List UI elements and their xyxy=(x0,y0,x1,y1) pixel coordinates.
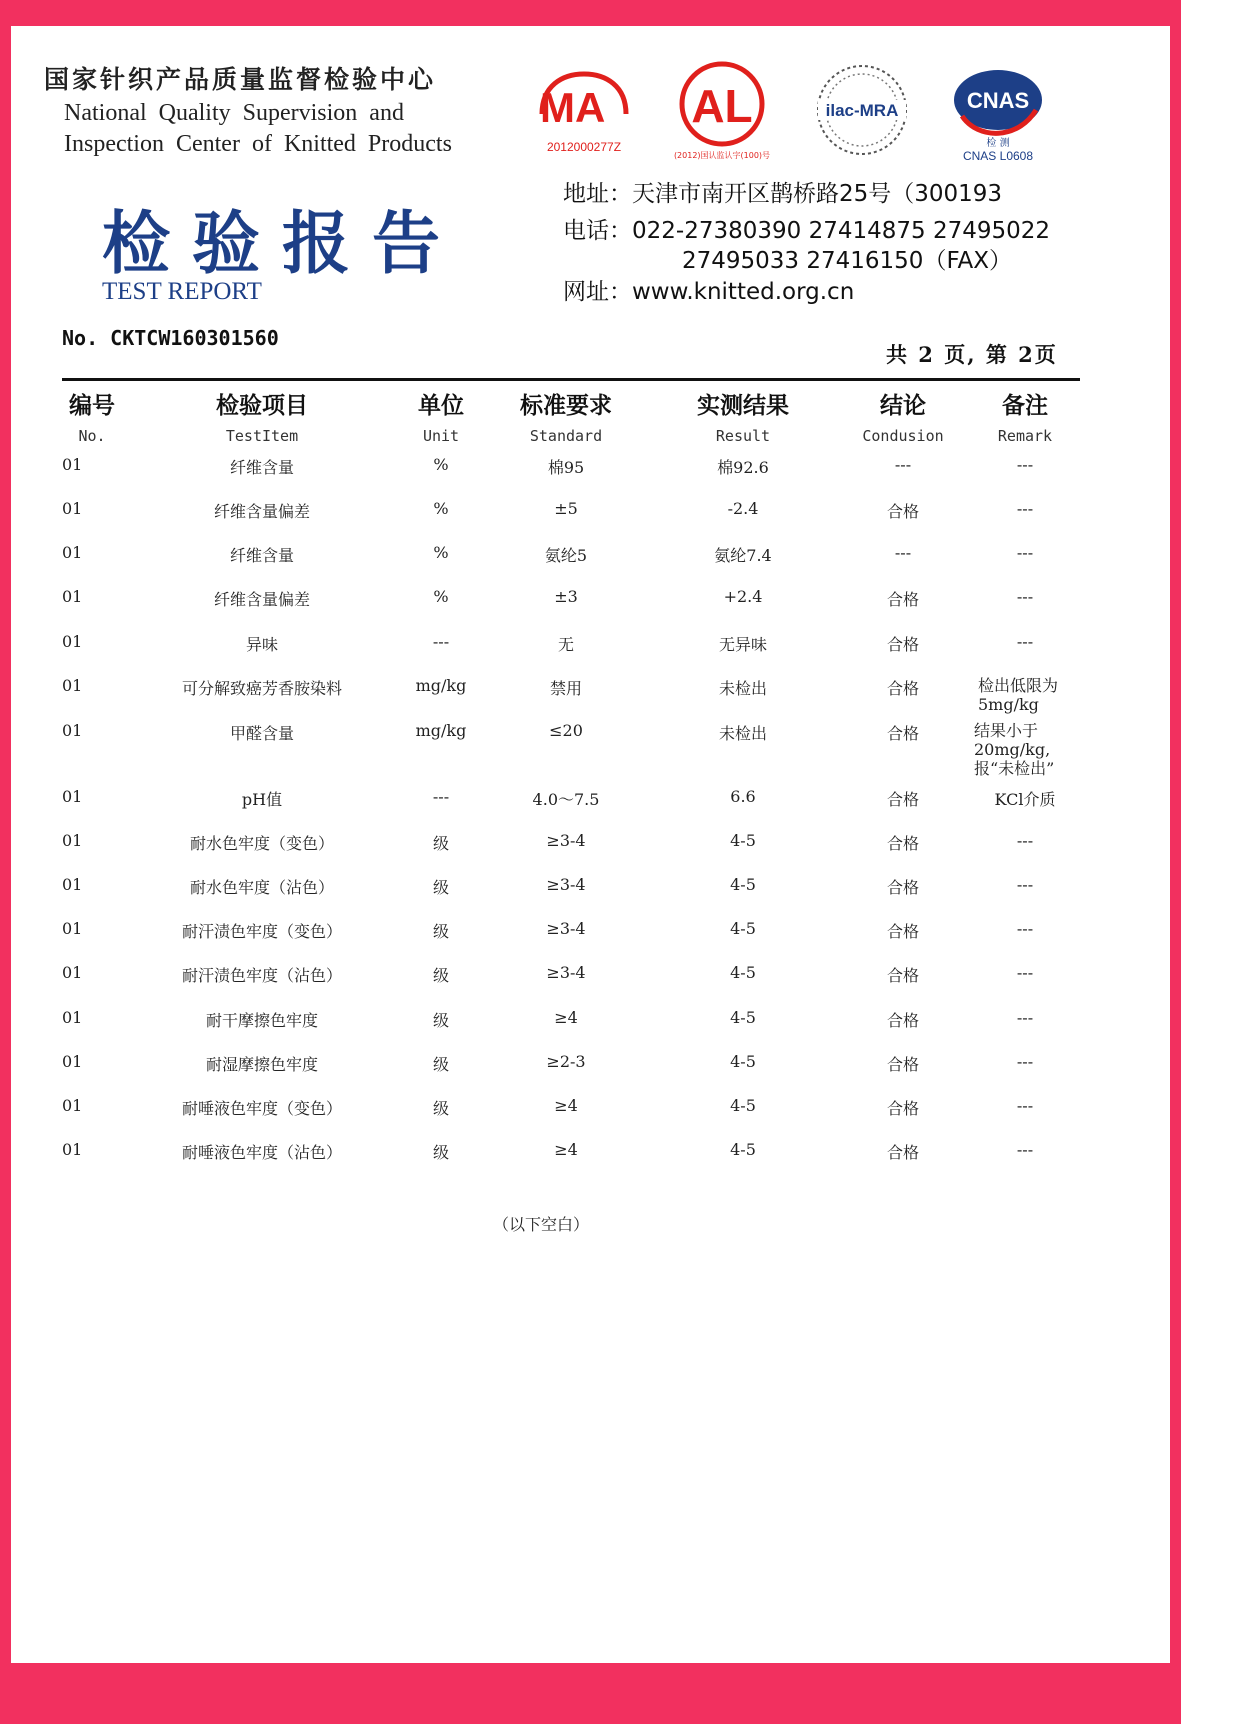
cell-conclusion: 合格 xyxy=(886,502,920,521)
cell-test-item: 耐干摩擦色牢度 xyxy=(205,1011,319,1030)
cell-unit: 级 xyxy=(432,922,450,941)
cell-test-item: 纤维含量偏差 xyxy=(213,590,311,609)
cell-no: 01 xyxy=(62,676,83,695)
cell-standard: 禁用 xyxy=(549,679,583,698)
cell-test-item: 耐水色牢度（沾色） xyxy=(189,878,335,897)
cell-test-item: 耐汗渍色牢度（沾色） xyxy=(181,966,343,985)
column-subheader-standard: Standard xyxy=(529,427,603,445)
cell-standard: ≥4 xyxy=(554,1140,578,1159)
cell-result: 4-5 xyxy=(730,1096,756,1115)
cell-standard: ≥2-3 xyxy=(546,1052,586,1071)
page-border-left xyxy=(0,0,11,1724)
cell-unit: mg/kg xyxy=(415,676,467,695)
cell-unit: 级 xyxy=(432,1099,450,1118)
cell-unit: % xyxy=(433,587,449,606)
cell-test-item: 异味 xyxy=(245,635,279,654)
cell-test-item: 耐唾液色牢度（变色） xyxy=(181,1099,343,1118)
cell-result: 4-5 xyxy=(730,875,756,894)
column-header-unit: 单位 xyxy=(418,393,464,419)
cell-remark: --- xyxy=(1016,587,1034,606)
cell-remark: --- xyxy=(1016,455,1034,474)
cell-test-item: pH值 xyxy=(241,790,283,809)
cell-no: 01 xyxy=(62,831,83,850)
address-line: 地址：天津市南开区鹊桥路25号（300193 xyxy=(563,181,1003,207)
cell-standard: ≥3-4 xyxy=(546,963,586,982)
ilac-mra-logo xyxy=(812,60,912,160)
cell-test-item: 耐水色牢度（变色） xyxy=(189,834,335,853)
cell-remark: --- xyxy=(1016,875,1034,894)
cell-test-item: 纤维含量 xyxy=(229,458,295,477)
cell-test-item: 甲醛含量 xyxy=(229,724,295,743)
contact-block xyxy=(563,179,1050,307)
cell-test-item: 耐湿摩擦色牢度 xyxy=(205,1055,319,1074)
cnas-logo xyxy=(948,60,1048,164)
cell-unit: 级 xyxy=(432,966,450,985)
cnas-number: CNAS L0608 xyxy=(962,149,1034,163)
organization-name-en-line1: National Quality Supervision and xyxy=(64,100,404,126)
cell-unit: --- xyxy=(432,632,450,651)
cell-result: 6.6 xyxy=(730,787,756,806)
cell-unit: 级 xyxy=(432,1011,450,1030)
cell-unit: 级 xyxy=(432,834,450,853)
cell-no: 01 xyxy=(62,1096,83,1115)
cell-standard: ≥4 xyxy=(554,1096,578,1115)
cell-remark: --- xyxy=(1016,499,1034,518)
cell-standard: ±3 xyxy=(554,587,578,606)
cell-result: 未检出 xyxy=(718,724,768,743)
cell-no: 01 xyxy=(62,499,83,518)
cnas-logo-text: CNAS xyxy=(966,88,1030,113)
cell-standard: ≥4 xyxy=(554,1008,578,1027)
cell-no: 01 xyxy=(62,919,83,938)
column-header-standard: 标准要求 xyxy=(520,393,612,419)
cell-unit: --- xyxy=(432,787,450,806)
cell-result: 4-5 xyxy=(730,963,756,982)
cell-unit: % xyxy=(433,499,449,518)
column-subheader-result: Result xyxy=(715,427,771,445)
cell-result: 氨纶7.4 xyxy=(714,546,772,565)
cell-standard: ≤20 xyxy=(549,721,583,740)
column-subheader-unit: Unit xyxy=(422,427,460,445)
website-line: 网址：www.knitted.org.cn xyxy=(563,279,855,305)
cell-standard: 无 xyxy=(557,635,575,654)
cell-remark: --- xyxy=(1016,919,1034,938)
cell-test-item: 纤维含量 xyxy=(229,546,295,565)
cell-standard: 氨纶5 xyxy=(544,546,588,565)
cell-remark: --- xyxy=(1016,1008,1034,1027)
cell-no: 01 xyxy=(62,875,83,894)
cell-no: 01 xyxy=(62,455,83,474)
cell-conclusion: 合格 xyxy=(886,590,920,609)
cell-standard: 棉95 xyxy=(547,458,585,477)
cell-test-item: 耐汗渍色牢度（变色） xyxy=(181,922,343,941)
cal-logo xyxy=(664,60,780,164)
cma-logo-text: MA xyxy=(540,84,606,131)
column-header-conclusion: 结论 xyxy=(880,393,926,419)
cnas-sub-text: 检 测 xyxy=(986,138,1010,149)
ilac-mra-text: ilac-MRA xyxy=(825,101,899,120)
column-header-no: 编号 xyxy=(69,393,115,419)
column-subheader-conclusion: Condusion xyxy=(862,427,944,445)
organization-name-en xyxy=(64,98,452,160)
cell-unit: % xyxy=(433,455,449,474)
cell-remark: 结果小于20mg/kg,报“未检出” xyxy=(974,721,1055,778)
cell-unit: mg/kg xyxy=(415,721,467,740)
cell-no: 01 xyxy=(62,632,83,651)
column-subheader-no: No. xyxy=(78,427,106,445)
organization-name-cn: 国家针织产品质量监督检验中心 xyxy=(44,65,437,94)
cell-conclusion: 合格 xyxy=(886,878,920,897)
cal-logo-text: AL xyxy=(691,80,753,132)
cell-result: 4-5 xyxy=(730,1052,756,1071)
cell-no: 01 xyxy=(62,1052,83,1071)
blank-note: （以下空白） xyxy=(492,1215,590,1234)
cell-conclusion: 合格 xyxy=(886,679,920,698)
cell-remark: --- xyxy=(1016,1096,1034,1115)
cell-conclusion: 合格 xyxy=(886,724,920,743)
cell-remark: --- xyxy=(1016,1140,1034,1159)
cell-conclusion: 合格 xyxy=(886,790,920,809)
cell-no: 01 xyxy=(62,1008,83,1027)
cell-result: 未检出 xyxy=(718,679,768,698)
cell-result: 4-5 xyxy=(730,919,756,938)
cell-no: 01 xyxy=(62,587,83,606)
cell-conclusion: --- xyxy=(894,543,912,562)
cell-standard: ≥3-4 xyxy=(546,831,586,850)
page-border-top xyxy=(0,0,1180,26)
cell-remark: --- xyxy=(1016,1052,1034,1071)
cell-unit: 级 xyxy=(432,878,450,897)
cell-conclusion: 合格 xyxy=(886,1055,920,1074)
phone-line: 电话：022-27380390 27414875 27495022 xyxy=(563,218,1051,244)
column-header-result: 实测结果 xyxy=(697,393,789,419)
cell-remark: --- xyxy=(1016,831,1034,850)
column-subheader-test-item: TestItem xyxy=(225,427,299,445)
cell-no: 01 xyxy=(62,787,83,806)
cell-conclusion: --- xyxy=(894,455,912,474)
cell-conclusion: 合格 xyxy=(886,966,920,985)
cell-standard: ≥3-4 xyxy=(546,919,586,938)
cell-unit: 级 xyxy=(432,1143,450,1162)
cell-conclusion: 合格 xyxy=(886,635,920,654)
cell-conclusion: 合格 xyxy=(886,1099,920,1118)
cell-remark: KCl介质 xyxy=(994,790,1056,809)
page-info: 共 2 页, 第 2页 xyxy=(886,342,1058,367)
cell-remark: --- xyxy=(1016,963,1034,982)
cell-standard: ±5 xyxy=(554,499,578,518)
cell-standard: 4.0～7.5 xyxy=(532,790,600,809)
cell-result: 4-5 xyxy=(730,831,756,850)
phone-fax-line: 27495033 27416150（FAX） xyxy=(682,248,1013,274)
cell-no: 01 xyxy=(62,543,83,562)
cell-result: 4-5 xyxy=(730,1008,756,1027)
cell-conclusion: 合格 xyxy=(886,834,920,853)
cell-no: 01 xyxy=(62,721,83,740)
cell-conclusion: 合格 xyxy=(886,922,920,941)
cell-result: 4-5 xyxy=(730,1140,756,1159)
header-rule xyxy=(62,378,1080,381)
organization-name-en-line2: Inspection Center of Knitted Products xyxy=(64,131,452,157)
cell-unit: 级 xyxy=(432,1055,450,1074)
report-number: No. CKTCW160301560 xyxy=(62,326,279,350)
column-subheader-remark: Remark xyxy=(997,427,1053,445)
cell-result: +2.4 xyxy=(723,587,763,606)
cma-logo xyxy=(532,66,636,158)
column-header-test-item: 检验项目 xyxy=(216,393,308,419)
cell-result: 无异味 xyxy=(718,635,768,654)
cell-standard: ≥3-4 xyxy=(546,875,586,894)
cell-result: -2.4 xyxy=(727,499,759,518)
report-title-en: TEST REPORT xyxy=(102,278,262,305)
cell-no: 01 xyxy=(62,963,83,982)
cell-remark: --- xyxy=(1016,632,1034,651)
cell-unit: % xyxy=(433,543,449,562)
cell-remark: 检出低限为5mg/kg xyxy=(978,676,1059,714)
cell-remark: --- xyxy=(1016,543,1034,562)
page-border-bottom xyxy=(0,1663,1180,1724)
column-header-remark: 备注 xyxy=(1002,393,1048,419)
cal-caption: (2012)国认监认字(100)号 xyxy=(673,151,771,160)
cell-test-item: 可分解致癌芳香胺染料 xyxy=(181,679,343,698)
cma-number: 2012000277Z xyxy=(546,140,622,154)
cell-test-item: 纤维含量偏差 xyxy=(213,502,311,521)
cell-test-item: 耐唾液色牢度（沾色） xyxy=(181,1143,343,1162)
page-border-right xyxy=(1170,0,1181,1724)
cell-no: 01 xyxy=(62,1140,83,1159)
cell-result: 棉92.6 xyxy=(717,458,769,477)
cell-conclusion: 合格 xyxy=(886,1011,920,1030)
cell-conclusion: 合格 xyxy=(886,1143,920,1162)
report-title-cn: 检验报告 xyxy=(102,204,463,284)
